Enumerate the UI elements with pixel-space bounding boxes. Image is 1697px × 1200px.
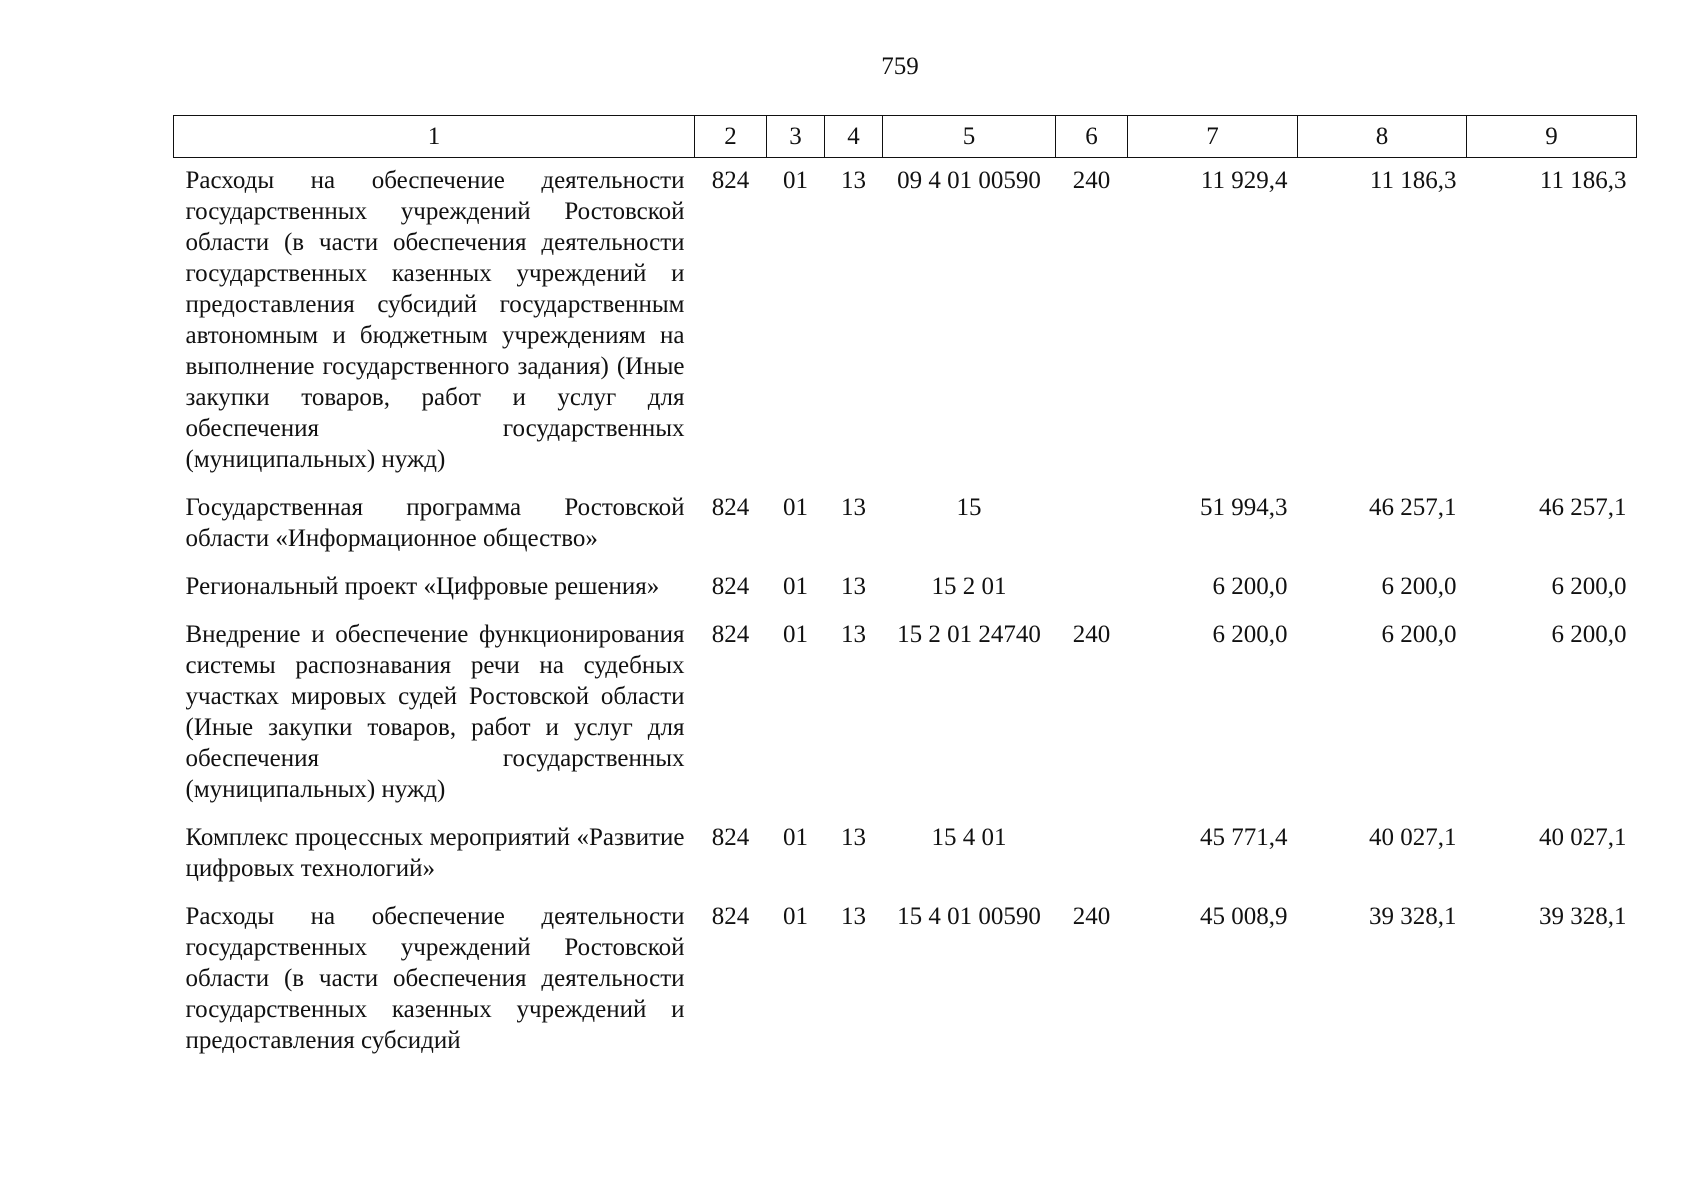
row-ministry-code: 824	[711, 573, 750, 600]
row-amount-col9: 6 200,0	[1551, 573, 1627, 600]
row-expense-type-code: 240	[1072, 621, 1111, 648]
row-subsection-code: 13	[841, 824, 866, 851]
row-section-code: 01	[783, 167, 808, 194]
row-expense-type-code	[1056, 485, 1128, 564]
row-amount-col8: 6 200,0	[1381, 573, 1457, 600]
row-ministry-code: 824	[711, 824, 750, 851]
row-subsection-code: 13	[841, 494, 866, 521]
row-target-code: 15 4 01 00590	[897, 903, 1041, 930]
table-row	[174, 612, 1637, 815]
row-name: Государственная программа Ростовской области «Информационное общество»	[185, 494, 685, 552]
table-row	[174, 158, 1637, 486]
row-section-code: 01	[783, 621, 808, 648]
header-col-5: 5	[883, 116, 1056, 158]
row-amount-col9: 6 200,0	[1551, 621, 1627, 648]
row-amount-col9: 46 257,1	[1539, 494, 1627, 521]
row-amount-col8: 46 257,1	[1369, 494, 1457, 521]
row-subsection-code: 13	[841, 573, 866, 600]
table-row	[174, 894, 1637, 1066]
table-row	[174, 564, 1637, 612]
header-col-6: 6	[1056, 116, 1128, 158]
row-target-code: 09 4 01 00590	[897, 167, 1041, 194]
table-row	[174, 485, 1637, 564]
row-name: Комплекс процессных мероприятий «Развитие цифровых технологий»	[185, 824, 685, 882]
row-ministry-code: 824	[711, 903, 750, 930]
row-amount-col9: 11 186,3	[1539, 167, 1627, 194]
header-col-1: 1	[174, 116, 695, 158]
row-section-code: 01	[783, 903, 808, 930]
page-number: 759	[881, 53, 919, 80]
row-subsection-code: 13	[841, 903, 866, 930]
row-name: Региональный проект «Цифровые решения»	[185, 573, 660, 600]
row-target-code: 15	[956, 494, 982, 521]
row-name: Расходы на обеспечение деятельности государственных учреждений Ростовской области (в части обеспечения деятельности государственных казенных учреждений и предоставления субсидий	[185, 903, 685, 1054]
row-amount-col7: 51 994,3	[1200, 494, 1288, 521]
row-subsection-code: 13	[841, 167, 866, 194]
row-name: Внедрение и обеспечение функционирования системы распознавания речи на судебных участках мировых судей Ростовской области (Иные закупки товаров, работ и услуг для обеспечения государственных (муниципальных) нужд)	[185, 621, 685, 803]
row-ministry-code: 824	[711, 621, 750, 648]
table-header	[174, 116, 1637, 158]
header-col-7: 7	[1128, 116, 1298, 158]
budget-table	[173, 115, 1637, 1066]
row-expense-type-code: 240	[1072, 167, 1111, 194]
row-amount-col7: 45 008,9	[1200, 903, 1288, 930]
header-row	[174, 116, 1637, 158]
row-name: Расходы на обеспечение деятельности государственных учреждений Ростовской области (в части обеспечения деятельности государственных казенных учреждений и предоставления субсидий государственным автономным и бюджетным учреждениям на выполнение государственного задания) (Иные закупки товаров, работ и услуг для обеспечения государственных (муниципальных) нужд)	[185, 167, 685, 473]
table-body	[174, 158, 1637, 1067]
header-col-2: 2	[695, 116, 767, 158]
header-col-8: 8	[1298, 116, 1467, 158]
row-target-code: 15 2 01	[931, 573, 1007, 600]
header-col-4: 4	[825, 116, 883, 158]
row-target-code: 15 4 01	[931, 824, 1007, 851]
row-amount-col8: 11 186,3	[1369, 167, 1457, 194]
row-subsection-code: 13	[841, 621, 866, 648]
row-amount-col7: 6 200,0	[1212, 573, 1288, 600]
table-row	[174, 815, 1637, 894]
row-amount-col8: 6 200,0	[1381, 621, 1457, 648]
header-col-3: 3	[767, 116, 825, 158]
row-section-code: 01	[783, 494, 808, 521]
row-expense-type-code: 240	[1072, 903, 1111, 930]
row-amount-col8: 39 328,1	[1369, 903, 1457, 930]
row-amount-col7: 45 771,4	[1200, 824, 1288, 851]
row-amount-col7: 11 929,4	[1200, 167, 1288, 194]
row-section-code: 01	[783, 824, 808, 851]
row-amount-col8: 40 027,1	[1369, 824, 1457, 851]
row-expense-type-code	[1056, 564, 1128, 612]
row-amount-col7: 6 200,0	[1212, 621, 1288, 648]
row-target-code: 15 2 01 24740	[897, 621, 1041, 648]
header-col-9: 9	[1467, 116, 1637, 158]
row-ministry-code: 824	[711, 494, 750, 521]
row-amount-col9: 40 027,1	[1539, 824, 1627, 851]
row-section-code: 01	[783, 573, 808, 600]
row-ministry-code: 824	[711, 167, 750, 194]
row-expense-type-code	[1056, 815, 1128, 894]
row-amount-col9: 39 328,1	[1539, 903, 1627, 930]
